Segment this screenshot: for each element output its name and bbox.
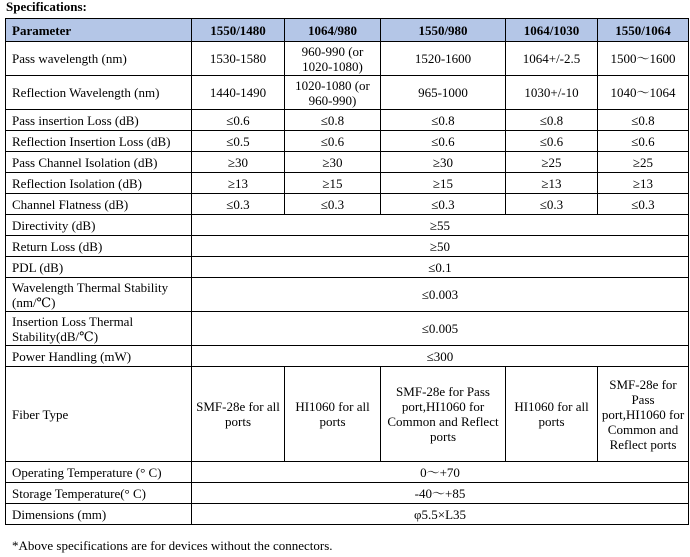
header-col-2: 1064/980 [285,19,381,42]
cell: 965-1000 [381,76,506,110]
header-col-4: 1064/1030 [506,19,598,42]
cell: ≥15 [285,173,381,194]
table-row [6,312,689,346]
row-label: Dimensions (mm) [6,504,192,525]
cell: ≤0.3 [285,194,381,215]
header-col-1: 1550/1480 [192,19,285,42]
cell: HI1060 for all ports [285,367,381,462]
cell: ≤0.8 [598,110,689,131]
cell: HI1060 for all ports [506,367,598,462]
table-row [6,278,689,312]
cell: ≤0.3 [598,194,689,215]
table-row [6,42,689,76]
table-row [6,346,689,367]
row-label: Reflection Isolation (dB) [6,173,192,194]
row-label: Storage Temperature(° C) [6,483,192,504]
cell: ≤0.003 [192,278,689,312]
table-row [6,257,689,278]
row-label: Fiber Type [6,367,192,462]
cell: ≥50 [192,236,689,257]
row-label: Reflection Insertion Loss (dB) [6,131,192,152]
cell: ≤0.3 [381,194,506,215]
cell: ≥13 [192,173,285,194]
row-label: Channel Flatness (dB) [6,194,192,215]
cell: ≥13 [598,173,689,194]
cell: ≤0.3 [192,194,285,215]
cell: 1040～1064 [598,76,689,110]
row-label: Pass Channel Isolation (dB) [6,152,192,173]
cell: ≥30 [192,152,285,173]
cell: ≤0.6 [598,131,689,152]
cell: 1500～1600 [598,42,689,76]
cell: -40～+85 [192,483,689,504]
cell: ≤0.005 [192,312,689,346]
cell: ≤0.8 [285,110,381,131]
row-label: Pass insertion Loss (dB) [6,110,192,131]
table-row [6,504,689,525]
cell: ≥15 [381,173,506,194]
cell: ≥25 [506,152,598,173]
cell: 1030+/-10 [506,76,598,110]
table-row [6,215,689,236]
table-row [6,236,689,257]
cell: ≤0.6 [381,131,506,152]
row-label: Wavelength Thermal Stability (nm/℃) [6,278,192,312]
table-row [6,462,689,483]
cell: ≤0.5 [192,131,285,152]
table-row [6,194,689,215]
cell: ≤0.6 [285,131,381,152]
cell: 1440-1490 [192,76,285,110]
table-row [6,131,689,152]
row-label: Operating Temperature (° C) [6,462,192,483]
cell: ≥55 [192,215,689,236]
row-label: Directivity (dB) [6,215,192,236]
cell: ≥30 [285,152,381,173]
cell: 1520-1600 [381,42,506,76]
header-col-5: 1550/1064 [598,19,689,42]
cell: ≥30 [381,152,506,173]
row-label: Reflection Wavelength (nm) [6,76,192,110]
row-label: Pass wavelength (nm) [6,42,192,76]
cell: ≤0.8 [381,110,506,131]
table-row [6,110,689,131]
specifications-table [5,18,689,525]
cell: 960-990 (or 1020-1080) [285,42,381,76]
cell: SMF-28e for Pass port,HI1060 for Common and Reflect ports [598,367,689,462]
cell: ≤0.8 [506,110,598,131]
header-parameter: Parameter [6,19,192,42]
table-header-row [6,19,689,42]
cell: φ5.5×L35 [192,504,689,525]
footnote: *Above specifications are for devices without the connectors. [12,538,333,553]
cell: ≥13 [506,173,598,194]
cell: 1530-1580 [192,42,285,76]
cell: ≤300 [192,346,689,367]
row-label: Power Handling (mW) [6,346,192,367]
header-col-3: 1550/980 [381,19,506,42]
cell: ≤0.1 [192,257,689,278]
cell: 1020-1080 (or 960-990) [285,76,381,110]
table-row [6,76,689,110]
cell: ≥25 [598,152,689,173]
cell: ≤0.6 [506,131,598,152]
cell: ≤0.6 [192,110,285,131]
specifications-heading: Specifications: [6,0,87,14]
cell: ≤0.3 [506,194,598,215]
row-label: PDL (dB) [6,257,192,278]
cell: SMF-28e for Pass port,HI1060 for Common and Reflect ports [381,367,506,462]
table-row [6,173,689,194]
table-row [6,152,689,173]
row-label: Return Loss (dB) [6,236,192,257]
cell: 0～+70 [192,462,689,483]
cell: SMF-28e for all ports [192,367,285,462]
table-row [6,367,689,462]
row-label: Insertion Loss Thermal Stability(dB/℃) [6,312,192,346]
cell: 1064+/-2.5 [506,42,598,76]
table-row [6,483,689,504]
